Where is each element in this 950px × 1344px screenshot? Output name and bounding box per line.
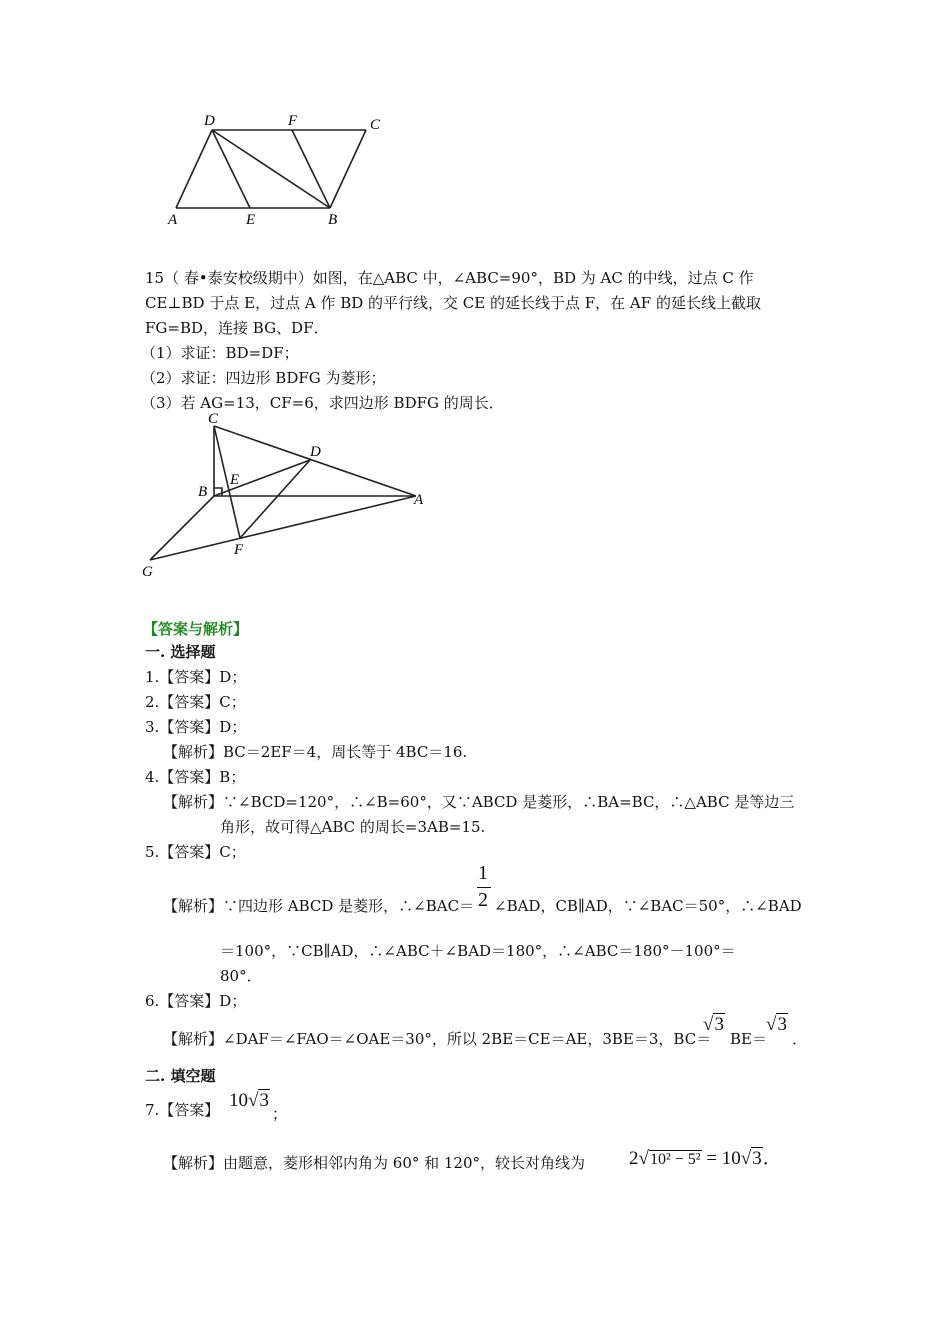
label-g2: G [142, 564, 153, 580]
answer-5-explanation-3: 80°． [220, 967, 262, 985]
answer-2: 2.【答案】C； [145, 693, 246, 711]
answer-4-explanation-2: 角形，故可得△ABC 的周长=3AB=15. [220, 818, 486, 836]
answer-7-value [229, 1090, 270, 1112]
label-e: E [246, 212, 256, 228]
segment-bc [330, 130, 366, 208]
answer-5-explanation-1-pre: 【解析】∵四边形 ABCD 是菱形，∴∠BAC＝ [163, 897, 475, 915]
problem-15-q1: （1）求证：BD=DF； [141, 344, 299, 362]
sqrt-radicand: 3 [259, 1090, 269, 1111]
section-choice: 一. 选择题 [145, 643, 216, 661]
answer-6-explanation-pre: 【解析】∠DAF＝∠FAO＝∠OAE＝30°，所以 2BE＝CE＝AE，3BE＝3，BC＝ [163, 1030, 712, 1048]
segment-ag [150, 496, 416, 560]
answers-header: 【答案与解析】 [143, 620, 249, 638]
expression-sqrt-radicand: 3 [752, 1148, 762, 1169]
expression-equals: = 10 [701, 1148, 741, 1169]
answer-6-explanation-mid: BE＝ [730, 1030, 767, 1048]
sqrt-3-a [703, 1014, 725, 1036]
problem-15-q3: （3）若 AG=13，CF=6，求四边形 BDFG 的周长． [141, 394, 504, 412]
answer-5-explanation-2: ＝100°，∵CB∥AD，∴∠ABC＋∠BAD＝180°，∴∠ABC＝180°－100°＝ [220, 942, 736, 960]
answer-7-end: ； [272, 1105, 288, 1123]
problem-15-line1: 15（ 春•泰安校级期中）如图，在△ABC 中，∠ABC=90°，BD 为 AC 的中线，过点 C 作 [145, 269, 754, 287]
segment-ad [176, 130, 212, 208]
answer-4: 4.【答案】B； [145, 768, 246, 786]
fraction-bar [477, 887, 491, 888]
segment-ca [214, 426, 416, 496]
answer-3-explanation: 【解析】BC＝2EF＝4，周长等于 4BC＝16. [163, 743, 468, 761]
label-e2: E [230, 472, 240, 488]
answer-1: 1.【答案】D； [145, 668, 247, 686]
section-fill-in: 二. 填空题 [145, 1067, 216, 1085]
answer-5: 5.【答案】C； [145, 843, 246, 861]
answer-3: 3.【答案】D； [145, 718, 247, 736]
label-b2: B [198, 484, 208, 500]
answer-7-expression [629, 1143, 782, 1170]
radical-sign-icon: √ [703, 1014, 714, 1035]
answer-4-explanation-1: 【解析】∵∠BCD=120°，∴∠B=60°，又∵ABCD 是菱形，∴BA=BC，∴△ABC 是等边三 [163, 793, 795, 811]
fraction-denominator: 2 [478, 889, 488, 911]
radical-sign-icon: √ [740, 1148, 752, 1169]
answer-7-pre: 7.【答案】 [145, 1101, 220, 1119]
expression-radicand: 10² − 5² [649, 1151, 701, 1168]
radical-sign-icon: √ [766, 1014, 777, 1035]
problem-15-q2: （2）求证：四边形 BDFG 为菱形； [141, 369, 386, 387]
answer-5-explanation-1-post: ∠BAD，CB∥AD，∵∠BAC＝50°，∴∠BAD [494, 897, 802, 915]
problem-15-line2: CE⊥BD 于点 E，过点 A 作 BD 的平行线，交 CE 的延长线于点 F，在 AF 的延长线上截取 [145, 294, 761, 312]
label-f2: F [234, 542, 244, 558]
problem-15-line3: FG=BD，连接 BG、DF． [145, 319, 329, 337]
segment-df [240, 460, 310, 538]
sqrt-3-b [766, 1014, 788, 1036]
label-a2: A [414, 492, 424, 508]
answer-6: 6.【答案】D； [145, 992, 247, 1010]
answer-7-coefficient: 10 [229, 1090, 248, 1111]
sqrt-radicand: 3 [714, 1014, 724, 1035]
label-d2: D [310, 444, 321, 460]
label-d: D [204, 113, 215, 129]
label-f: F [288, 113, 298, 129]
triangle-figure [138, 408, 438, 580]
parallelogram-figure [160, 108, 400, 233]
radical-sign-icon: √ [248, 1090, 259, 1111]
expression-end: ． [762, 1148, 782, 1169]
segment-db [212, 130, 330, 208]
answer-7-explanation-pre: 【解析】由题意，菱形相邻内角为 60° 和 120°，较长对角线为 [163, 1154, 586, 1172]
segment-bg [150, 496, 214, 560]
label-c: C [370, 117, 381, 133]
label-b: B [328, 212, 338, 228]
label-a: A [168, 212, 178, 228]
expression-coefficient: 2 [629, 1148, 639, 1169]
label-c2: C [208, 411, 219, 427]
answer-6-explanation-end: ． [792, 1030, 808, 1048]
fraction-numerator: 1 [478, 862, 488, 884]
sqrt-radicand: 3 [777, 1014, 787, 1035]
radical-sign-icon: √ [638, 1148, 649, 1169]
